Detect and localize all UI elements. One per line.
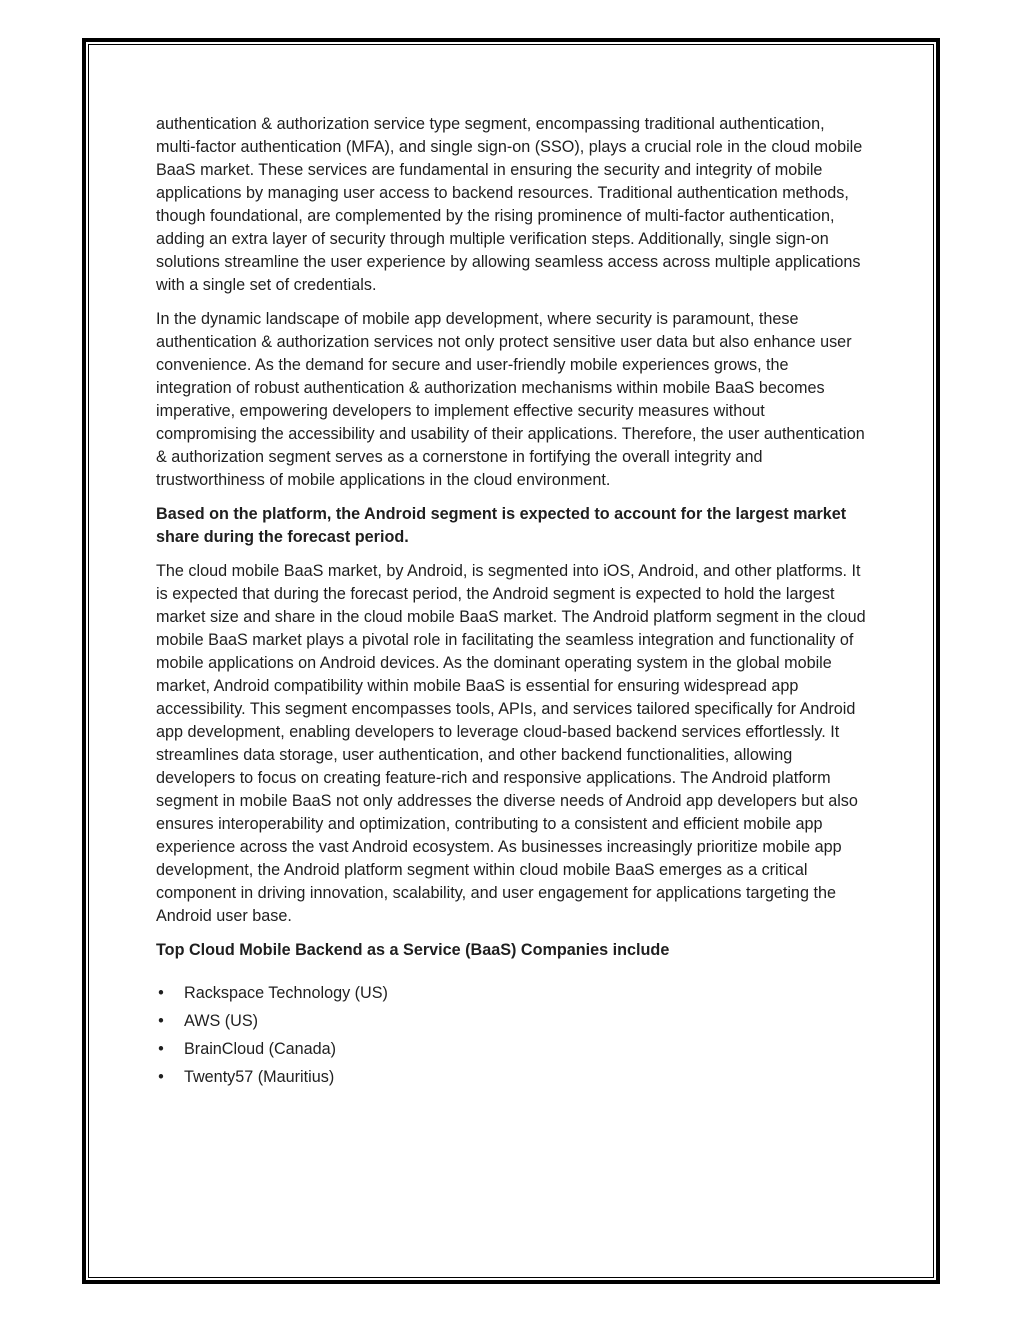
company-name: Rackspace Technology (US): [184, 984, 388, 1002]
list-item: [156, 1007, 868, 1035]
bullet-icon: •: [158, 984, 164, 1002]
list-item: [156, 1063, 868, 1091]
document-body: [156, 113, 868, 1091]
paragraph-android-segment: The cloud mobile BaaS market, by Android, is segmented into iOS, Android, and other platforms. It is expected that during the forecast period, the Android segment is expected to hold the largest market size and share in the cloud mobile BaaS market. The Android platform segment in the cloud mobile BaaS market plays a pivotal role in facilitating the seamless integration and functionality of mobile applications on Android devices. As the dominant operating system in the global mobile market, Android compatibility within mobile BaaS is essential for ensuring widespread app accessibility. This segment encompasses tools, APIs, and services tailored specifically for Android app development, enabling developers to leverage cloud-based backend services effortlessly. It streamlines data storage, user authentication, and other backend functionalities, allowing developers to focus on creating feature-rich and responsive applications. The Android platform segment in mobile BaaS not only addresses the diverse needs of Android app developers but also ensures interoperability and optimization, contributing to a consistent and efficient mobile app experience across the vast Android ecosystem. As businesses increasingly prioritize mobile app development, the Android platform segment within cloud mobile BaaS emerges as a critical component in driving innovation, scalability, and user engagement for applications targeting the Android user base.: [156, 562, 866, 925]
company-name: BrainCloud (Canada): [184, 1040, 337, 1058]
list-item: [156, 1035, 868, 1063]
android-segment-heading: Based on the platform, the Android segment is expected to account for the largest market share during the forecast period.: [156, 505, 847, 546]
bullet-icon: •: [158, 1068, 164, 1086]
company-name: AWS (US): [184, 1012, 259, 1030]
bullet-icon: •: [158, 1040, 164, 1058]
paragraph-authentication-segment: authentication & authorization service type segment, encompassing traditional authentication, multi-factor authentication (MFA), and single sign-on (SSO), plays a crucial role in the cloud mobile BaaS market. These services are fundamental in ensuring the security and integrity of mobile applications by managing user access to backend resources. Traditional authentication methods, though foundational, are complemented by the rising prominence of multi-factor authentication, adding an extra layer of security through multiple verification steps. Additionally, single sign-on solutions streamline the user experience by allowing seamless access across multiple applications with a single set of credentials.: [156, 115, 863, 294]
paragraph-security-landscape: In the dynamic landscape of mobile app development, where security is paramount, these authentication & authorization services not only protect sensitive user data but also enhance user convenience. As the demand for secure and user-friendly mobile experiences grows, the integration of robust authentication & authorization mechanisms within mobile BaaS becomes imperative, empowering developers to implement effective security measures without compromising the accessibility and usability of their applications. Therefore, the user authentication & authorization segment serves as a cornerstone in fortifying the overall integrity and trustworthiness of mobile applications in the cloud environment.: [156, 310, 865, 489]
company-name: Twenty57 (Mauritius): [184, 1068, 335, 1086]
companies-heading: Top Cloud Mobile Backend as a Service (BaaS) Companies include: [156, 941, 670, 959]
companies-list: [156, 979, 868, 1091]
list-item: [156, 979, 868, 1007]
bullet-icon: •: [158, 1012, 164, 1030]
